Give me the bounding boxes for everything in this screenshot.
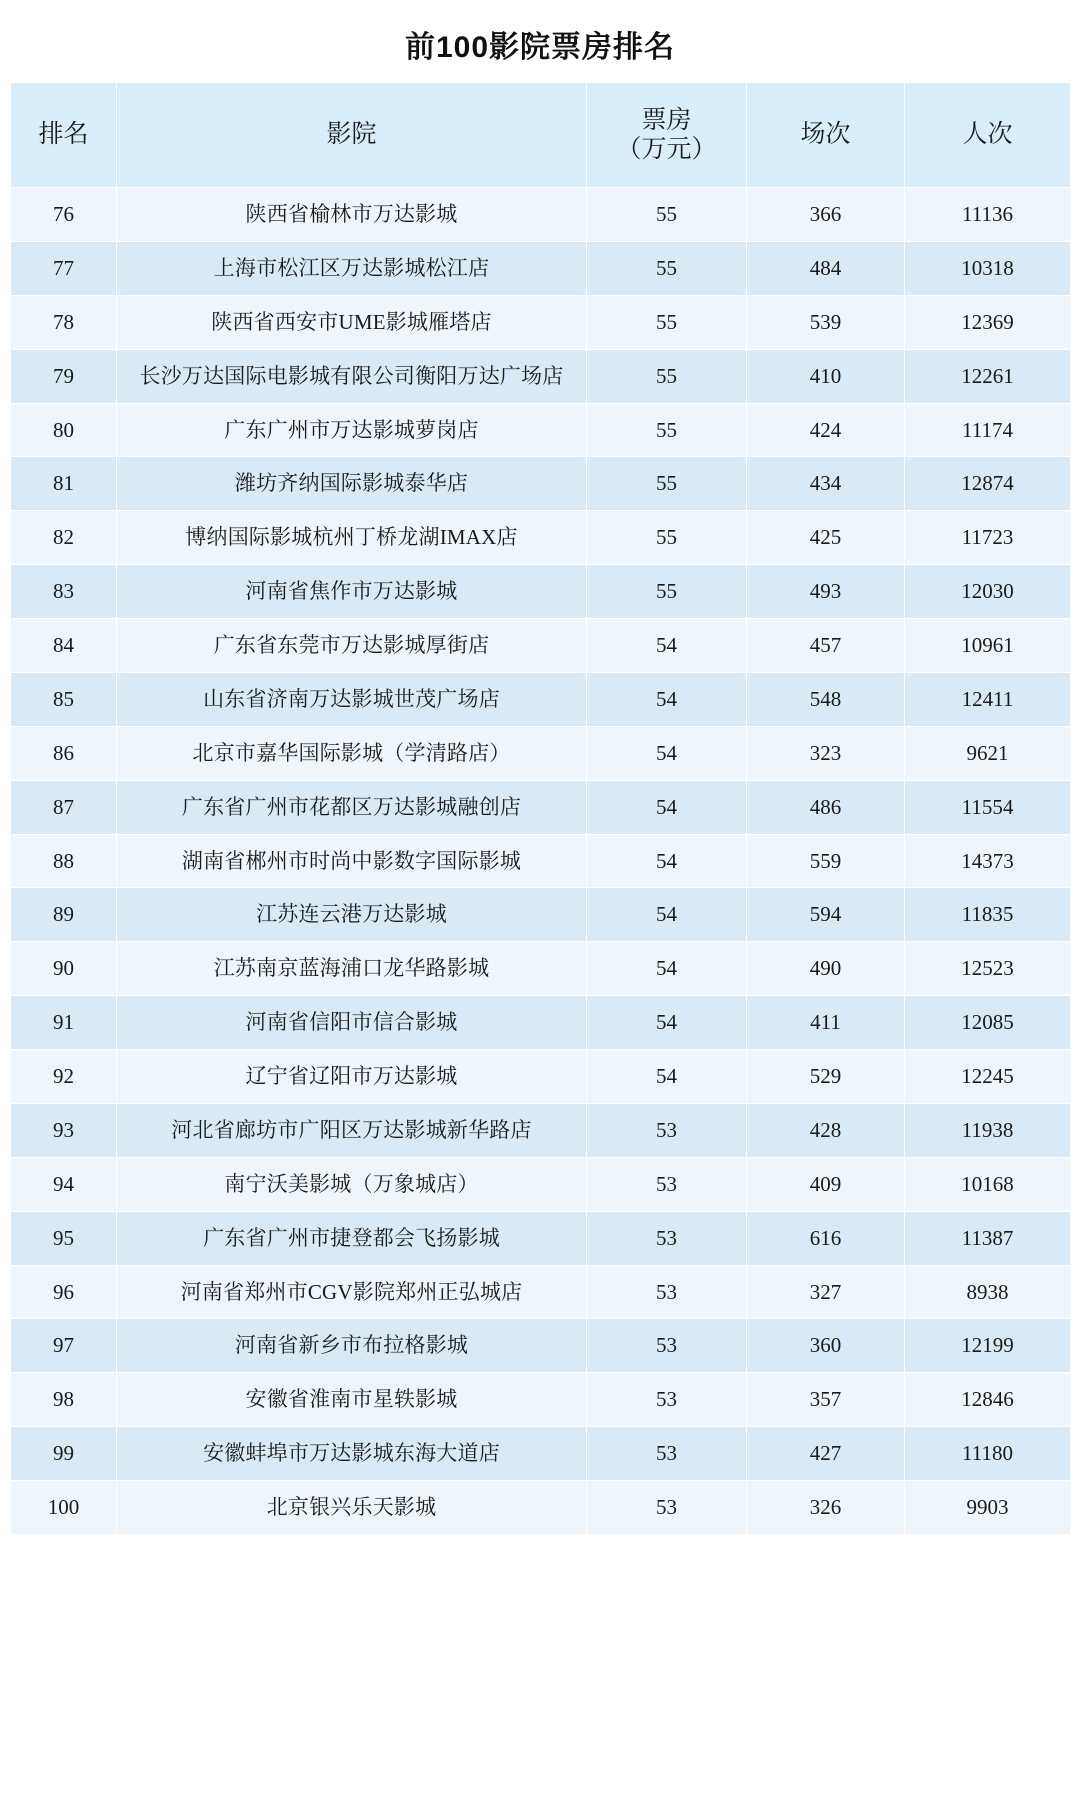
cell-rank: 78 xyxy=(11,295,117,349)
cell-admissions: 11723 xyxy=(905,511,1071,565)
cell-cinema-name: 江苏连云港万达影城 xyxy=(117,888,587,942)
cell-cinema-name: 南宁沃美影城（万象城店） xyxy=(117,1157,587,1211)
table-row xyxy=(11,1319,1071,1373)
cell-rank: 87 xyxy=(11,780,117,834)
cell-box-office: 53 xyxy=(587,1319,747,1373)
table-row xyxy=(11,1050,1071,1104)
table-row xyxy=(11,1157,1071,1211)
cell-admissions: 11174 xyxy=(905,403,1071,457)
cell-box-office: 55 xyxy=(587,188,747,242)
cell-rank: 80 xyxy=(11,403,117,457)
cell-shows: 428 xyxy=(747,1103,905,1157)
cell-shows: 434 xyxy=(747,457,905,511)
cell-admissions: 12523 xyxy=(905,942,1071,996)
cell-shows: 559 xyxy=(747,834,905,888)
table-row xyxy=(11,1103,1071,1157)
cell-shows: 427 xyxy=(747,1427,905,1481)
cell-rank: 85 xyxy=(11,672,117,726)
table-row xyxy=(11,511,1071,565)
table-row xyxy=(11,888,1071,942)
cell-rank: 89 xyxy=(11,888,117,942)
cell-box-office: 54 xyxy=(587,619,747,673)
cell-shows: 490 xyxy=(747,942,905,996)
cell-cinema-name: 河南省郑州市CGV影院郑州正弘城店 xyxy=(117,1265,587,1319)
cell-cinema-name: 广东省广州市捷登都会飞扬影城 xyxy=(117,1211,587,1265)
table-row xyxy=(11,1373,1071,1427)
cell-box-office: 53 xyxy=(587,1157,747,1211)
cell-shows: 366 xyxy=(747,188,905,242)
cell-box-office: 53 xyxy=(587,1103,747,1157)
cell-admissions: 14373 xyxy=(905,834,1071,888)
cell-admissions: 10961 xyxy=(905,619,1071,673)
cell-rank: 99 xyxy=(11,1427,117,1481)
cell-cinema-name: 上海市松江区万达影城松江店 xyxy=(117,241,587,295)
cell-admissions: 12846 xyxy=(905,1373,1071,1427)
cell-cinema-name: 江苏南京蓝海浦口龙华路影城 xyxy=(117,942,587,996)
cell-shows: 425 xyxy=(747,511,905,565)
cell-shows: 457 xyxy=(747,619,905,673)
cell-cinema-name: 安徽蚌埠市万达影城东海大道店 xyxy=(117,1427,587,1481)
cell-rank: 76 xyxy=(11,188,117,242)
cell-rank: 92 xyxy=(11,1050,117,1104)
cell-shows: 327 xyxy=(747,1265,905,1319)
cell-cinema-name: 北京市嘉华国际影城（学清路店） xyxy=(117,726,587,780)
cell-admissions: 10318 xyxy=(905,241,1071,295)
cell-shows: 357 xyxy=(747,1373,905,1427)
cell-box-office: 54 xyxy=(587,942,747,996)
cell-box-office: 55 xyxy=(587,511,747,565)
column-header-box-office xyxy=(587,83,747,188)
cell-shows: 484 xyxy=(747,241,905,295)
cell-box-office: 55 xyxy=(587,403,747,457)
cell-rank: 82 xyxy=(11,511,117,565)
cell-rank: 88 xyxy=(11,834,117,888)
cell-box-office: 54 xyxy=(587,726,747,780)
cell-box-office: 55 xyxy=(587,349,747,403)
table-row xyxy=(11,726,1071,780)
cell-box-office: 55 xyxy=(587,565,747,619)
cell-cinema-name: 广东省东莞市万达影城厚街店 xyxy=(117,619,587,673)
cell-admissions: 12085 xyxy=(905,996,1071,1050)
table-row xyxy=(11,619,1071,673)
cell-cinema-name: 长沙万达国际电影城有限公司衡阳万达广场店 xyxy=(117,349,587,403)
table-row xyxy=(11,1427,1071,1481)
cell-admissions: 12874 xyxy=(905,457,1071,511)
table-row xyxy=(11,349,1071,403)
cell-box-office: 53 xyxy=(587,1481,747,1535)
cell-admissions: 11835 xyxy=(905,888,1071,942)
cell-shows: 409 xyxy=(747,1157,905,1211)
cell-shows: 493 xyxy=(747,565,905,619)
cell-rank: 100 xyxy=(11,1481,117,1535)
cell-shows: 548 xyxy=(747,672,905,726)
cell-box-office: 54 xyxy=(587,672,747,726)
cell-rank: 79 xyxy=(11,349,117,403)
cell-admissions: 11387 xyxy=(905,1211,1071,1265)
cell-rank: 91 xyxy=(11,996,117,1050)
cell-box-office: 55 xyxy=(587,241,747,295)
cell-box-office: 53 xyxy=(587,1211,747,1265)
cell-box-office: 53 xyxy=(587,1427,747,1481)
cell-shows: 360 xyxy=(747,1319,905,1373)
cell-cinema-name: 陕西省榆林市万达影城 xyxy=(117,188,587,242)
cell-box-office: 55 xyxy=(587,457,747,511)
table-row xyxy=(11,457,1071,511)
table-row xyxy=(11,672,1071,726)
cell-cinema-name: 湖南省郴州市时尚中影数字国际影城 xyxy=(117,834,587,888)
table-row xyxy=(11,1265,1071,1319)
column-header-box-office-line1: 票房 xyxy=(641,106,692,134)
table-row xyxy=(11,188,1071,242)
cell-admissions: 9621 xyxy=(905,726,1071,780)
cell-shows: 539 xyxy=(747,295,905,349)
cell-rank: 84 xyxy=(11,619,117,673)
table-header-row xyxy=(11,83,1071,188)
cell-cinema-name: 广东省广州市花都区万达影城融创店 xyxy=(117,780,587,834)
cell-cinema-name: 河北省廊坊市广阳区万达影城新华路店 xyxy=(117,1103,587,1157)
cell-admissions: 12199 xyxy=(905,1319,1071,1373)
cell-admissions: 12030 xyxy=(905,565,1071,619)
cell-shows: 424 xyxy=(747,403,905,457)
cell-cinema-name: 北京银兴乐天影城 xyxy=(117,1481,587,1535)
cell-cinema-name: 河南省焦作市万达影城 xyxy=(117,565,587,619)
table-row xyxy=(11,996,1071,1050)
column-header-cinema: 影院 xyxy=(117,83,587,188)
table-row xyxy=(11,780,1071,834)
cell-rank: 83 xyxy=(11,565,117,619)
cell-box-office: 53 xyxy=(587,1373,747,1427)
cinema-box-office-table xyxy=(10,82,1071,1535)
cell-rank: 90 xyxy=(11,942,117,996)
cell-cinema-name: 河南省新乡市布拉格影城 xyxy=(117,1319,587,1373)
cell-admissions: 12261 xyxy=(905,349,1071,403)
table-row xyxy=(11,1211,1071,1265)
table-row xyxy=(11,403,1071,457)
cell-rank: 96 xyxy=(11,1265,117,1319)
cell-shows: 594 xyxy=(747,888,905,942)
table-header xyxy=(11,83,1071,188)
column-header-admissions: 人次 xyxy=(905,83,1071,188)
table-row xyxy=(11,295,1071,349)
cell-admissions: 11136 xyxy=(905,188,1071,242)
cell-admissions: 9903 xyxy=(905,1481,1071,1535)
cell-rank: 93 xyxy=(11,1103,117,1157)
cell-box-office: 54 xyxy=(587,780,747,834)
cell-cinema-name: 潍坊齐纳国际影城泰华店 xyxy=(117,457,587,511)
cell-admissions: 11938 xyxy=(905,1103,1071,1157)
table-row xyxy=(11,565,1071,619)
table-body xyxy=(11,188,1071,1535)
cell-rank: 86 xyxy=(11,726,117,780)
cell-admissions: 8938 xyxy=(905,1265,1071,1319)
column-header-box-office-line2: （万元） xyxy=(616,136,717,163)
cell-shows: 411 xyxy=(747,996,905,1050)
cell-shows: 616 xyxy=(747,1211,905,1265)
column-header-shows: 场次 xyxy=(747,83,905,188)
column-header-rank: 排名 xyxy=(11,83,117,188)
cell-box-office: 53 xyxy=(587,1265,747,1319)
cell-cinema-name: 陕西省西安市UME影城雁塔店 xyxy=(117,295,587,349)
cell-shows: 486 xyxy=(747,780,905,834)
cell-rank: 98 xyxy=(11,1373,117,1427)
cell-rank: 95 xyxy=(11,1211,117,1265)
cell-shows: 410 xyxy=(747,349,905,403)
cell-box-office: 55 xyxy=(587,295,747,349)
table-row xyxy=(11,834,1071,888)
cell-admissions: 12369 xyxy=(905,295,1071,349)
cell-box-office: 54 xyxy=(587,888,747,942)
cell-rank: 77 xyxy=(11,241,117,295)
cell-shows: 323 xyxy=(747,726,905,780)
table-row xyxy=(11,942,1071,996)
cell-shows: 529 xyxy=(747,1050,905,1104)
cell-cinema-name: 安徽省淮南市星轶影城 xyxy=(117,1373,587,1427)
cell-shows: 326 xyxy=(747,1481,905,1535)
page-title: 前100影院票房排名 xyxy=(404,31,676,64)
cell-admissions: 11180 xyxy=(905,1427,1071,1481)
cell-cinema-name: 广东广州市万达影城萝岗店 xyxy=(117,403,587,457)
cell-box-office: 54 xyxy=(587,834,747,888)
cell-rank: 94 xyxy=(11,1157,117,1211)
cell-rank: 97 xyxy=(11,1319,117,1373)
cell-box-office: 54 xyxy=(587,996,747,1050)
cell-box-office: 54 xyxy=(587,1050,747,1104)
cell-admissions: 11554 xyxy=(905,780,1071,834)
cell-cinema-name: 山东省济南万达影城世茂广场店 xyxy=(117,672,587,726)
table-row xyxy=(11,1481,1071,1535)
cell-cinema-name: 博纳国际影城杭州丁桥龙湖IMAX店 xyxy=(117,511,587,565)
cell-admissions: 10168 xyxy=(905,1157,1071,1211)
table-row xyxy=(11,241,1071,295)
cell-cinema-name: 辽宁省辽阳市万达影城 xyxy=(117,1050,587,1104)
cell-rank: 81 xyxy=(11,457,117,511)
cell-admissions: 12411 xyxy=(905,672,1071,726)
cell-admissions: 12245 xyxy=(905,1050,1071,1104)
cell-cinema-name: 河南省信阳市信合影城 xyxy=(117,996,587,1050)
